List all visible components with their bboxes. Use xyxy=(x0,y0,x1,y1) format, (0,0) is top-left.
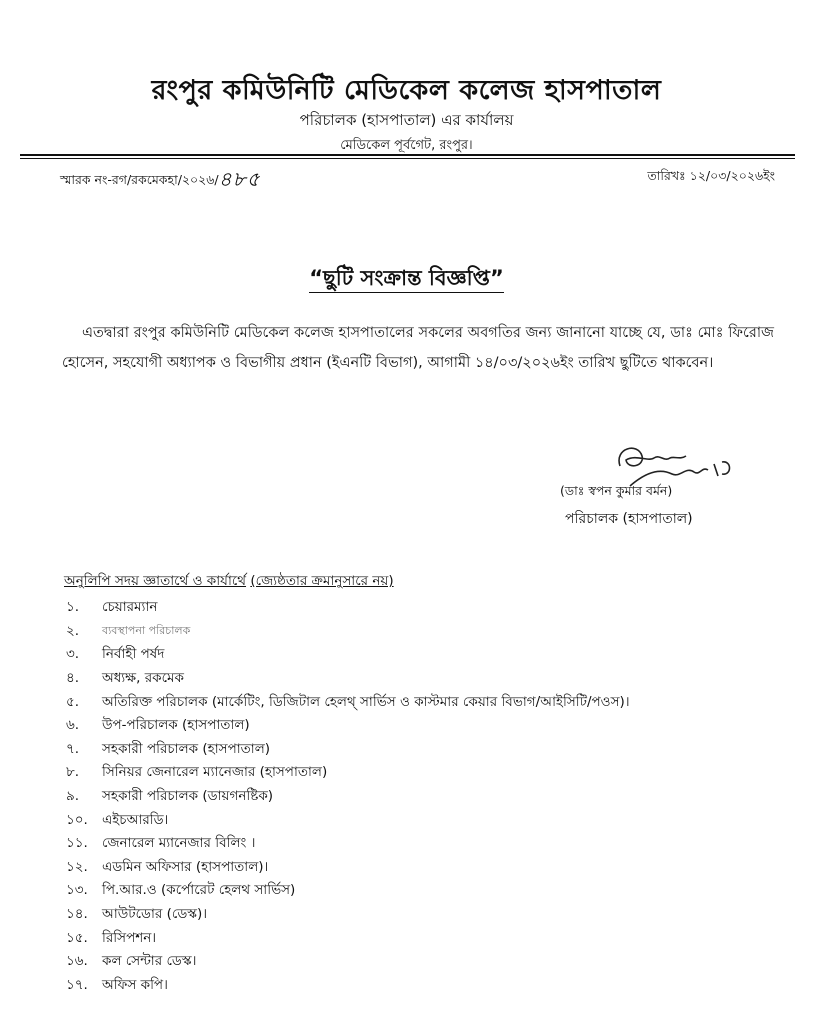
institution-title: রংপুর কমিউনিটি মেডিকেল কলেজ হাসপাতাল xyxy=(151,75,662,106)
cc-heading xyxy=(64,570,394,593)
list-item xyxy=(66,785,630,809)
list-item xyxy=(66,667,630,691)
office-address: মেডিকেল পূর্বগেট, রংপুর। xyxy=(340,138,473,153)
list-item xyxy=(66,926,630,950)
list-item xyxy=(66,856,630,880)
list-item-text: নির্বাহী পর্ষদ xyxy=(102,646,165,663)
list-item-number: ১৪. xyxy=(66,906,88,923)
header-divider xyxy=(20,154,795,156)
list-item-text: সহকারী পরিচালক (হাসপাতাল) xyxy=(102,740,271,757)
list-item-text: চেয়ারম্যান xyxy=(102,599,158,616)
list-item-number: ২. xyxy=(66,622,80,639)
list-item-text: অতিরিক্ত পরিচালক (মার্কেটিং, ডিজিটাল হেলথ্ সার্ভিস ও কাস্টমার কেয়ার বিভাগ/আইসিটি/পওস)। xyxy=(102,693,630,710)
list-item xyxy=(66,761,630,785)
list-item-number: ১৫. xyxy=(66,929,88,946)
list-item-text: জেনারেল ম্যানেজার বিলিং । xyxy=(102,835,256,852)
signatory-title: পরিচালক (হাসপাতাল) xyxy=(565,511,693,527)
notice-title xyxy=(0,262,813,297)
memo-ref-number: ৪৮৫ xyxy=(218,167,261,191)
list-item-text: ব্যবস্থাপনা পরিচালক xyxy=(102,623,191,637)
list-item-number: ৫. xyxy=(66,693,80,710)
list-item-text: রিসিপশন। xyxy=(102,929,157,946)
list-item-text: সিনিয়র জেনারেল ম্যানেজার (হাসপাতাল) xyxy=(102,764,328,781)
list-item-text: সহকারী পরিচালক (ডায়গনষ্টিক) xyxy=(102,788,274,805)
list-item-number: ৪. xyxy=(66,670,80,687)
list-item xyxy=(66,643,630,667)
list-item-text: উপ-পরিচালক (হাসপাতাল) xyxy=(102,717,250,734)
cc-heading-note: (জ্যেষ্ঠতার ক্রমানুসারে নয়) xyxy=(250,573,394,589)
cc-heading-text: অনুলিপি সদয় জ্ঞাতার্থে ও কার্যার্থে xyxy=(64,573,247,589)
memo-reference xyxy=(60,165,261,198)
list-item xyxy=(66,832,630,856)
list-item-text: অধ্যক্ষ, রকমেক xyxy=(102,670,184,687)
list-item-text: অফিস কপি। xyxy=(102,976,168,993)
list-item-text: এডমিন অফিসার (হাসপাতাল)। xyxy=(102,858,269,875)
cc-list xyxy=(66,596,630,997)
list-item-text: আউটডোর (ডেস্ক)। xyxy=(102,906,208,923)
office-subtitle: পরিচালক (হাসপাতাল) এর কার্যালয় xyxy=(299,111,514,129)
notice-body: এতদ্বারা রংপুর কমিউনিটি মেডিকেল কলেজ হাসপাতালের সকলের অবগতির জন্য জানানো যাচ্ছে যে, ডাঃ মোঃ ফিরোজ হোসেন, সহযোগী অধ্যাপক ও বিভাগীয় প্রধান (ইএনটি বিভাগ), আগামী ১৪/০৩/২০২৬ইং তারিখ ছুটিতে থাকবেন। xyxy=(62,325,774,371)
list-item xyxy=(66,903,630,927)
list-item-number: ১৭. xyxy=(66,976,88,993)
list-item xyxy=(66,974,630,998)
memo-date: তারিখঃ ১২/০৩/২০২৬ইং xyxy=(647,168,775,183)
list-item-number: ৩. xyxy=(66,646,80,663)
list-item xyxy=(66,620,630,644)
list-item-number: ৯. xyxy=(66,788,80,805)
list-item-number: ১৩. xyxy=(66,882,88,899)
list-item-number: ১২. xyxy=(66,858,88,875)
list-item-number: ৮. xyxy=(66,764,80,781)
list-item-number: ১. xyxy=(66,599,80,616)
list-item xyxy=(66,808,630,832)
list-item-number: ১০. xyxy=(66,811,88,828)
header-divider-thin xyxy=(20,158,795,159)
list-item xyxy=(66,690,630,714)
list-item-number: ১১. xyxy=(66,835,88,852)
list-item xyxy=(66,738,630,762)
memo-ref-prefix: স্মারক নং-রগ/রকমেকহা/২০২৬/ xyxy=(60,172,219,187)
list-item-text: কল সেন্টার ডেস্ক। xyxy=(102,953,197,970)
list-item-text: এইচআরডি। xyxy=(102,811,169,828)
list-item xyxy=(66,714,630,738)
signatory-name: (ডাঃ স্বপন কুমার বর্মন) xyxy=(560,483,673,498)
list-item-number: ৬. xyxy=(66,717,80,734)
list-item xyxy=(66,879,630,903)
list-item xyxy=(66,950,630,974)
notice-title-text: “ছুটি সংক্রান্ত বিজ্ঞপ্তি” xyxy=(309,266,504,293)
list-item-text: পি.আর.ও (কর্পোরেট হেলথ সার্ভিস) xyxy=(102,882,296,899)
list-item-number: ৭. xyxy=(66,740,80,757)
list-item-number: ১৬. xyxy=(66,953,88,970)
list-item xyxy=(66,596,630,620)
